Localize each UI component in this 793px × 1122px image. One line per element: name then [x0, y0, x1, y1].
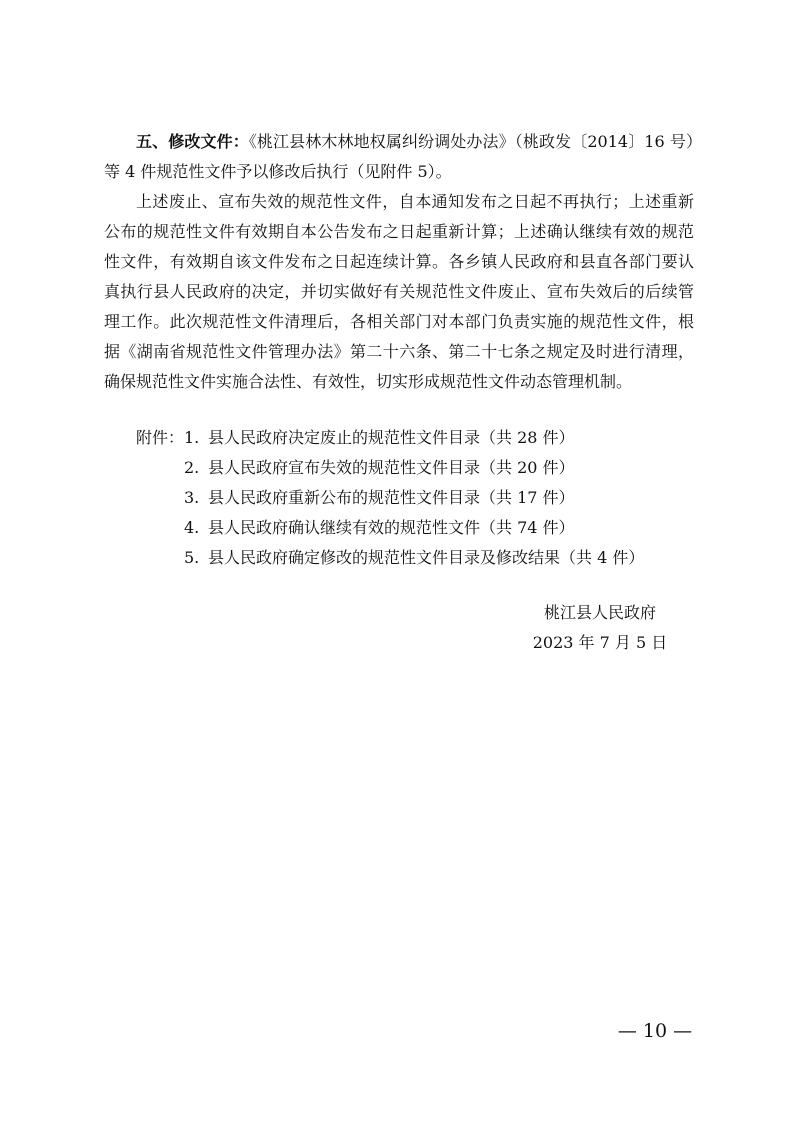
issuer-name: 桃江县人民政府: [543, 603, 656, 622]
attachment-title: 县人民政府确认继续有效的规范性文件（共 74 件）: [208, 518, 575, 537]
attachment-title: 县人民政府确定修改的规范性文件目录及修改结果（共 4 件）: [208, 548, 645, 567]
attachment-number: 2.: [184, 458, 200, 477]
attachments-list: [136, 423, 676, 573]
attachment-number: 4.: [184, 518, 200, 537]
closing-paragraph: 上述废止、宣布失效的规范性文件，自本通知发布之日起不再执行；上述重新公布的规范性文件有效期自本公告发布之日起重新计算；上述确认继续有效的规范性文件，有效期自该文件发布之日起连续计算。各乡镇人民政府和县直各部门要认真执行县人民政府的决定，并切实做好有关规范性文件废止、宣布失效后的后续管理工作。此次规范性文件清理后，各相关部门对本部门负责实施的规范性文件，根据《湖南省规范性文件管理办法》第二十六条、第二十七条之规定及时进行清理，确保规范性文件实施合法性、有效性，切实形成规范性文件动态管理机制。: [104, 192, 694, 391]
attachment-item: [136, 453, 676, 483]
attachment-number: 1.: [184, 428, 200, 447]
attachments-label: 附件：: [136, 428, 185, 447]
section-5-text: 《桃江县林木林地权属纠纷调处办法》（桃政发〔2014〕16 号）等 4 件规范性文件予以修改后执行（见附件 5）。: [104, 132, 694, 181]
attachment-title: 县人民政府决定废止的规范性文件目录（共 28 件）: [208, 428, 575, 447]
attachment-title: 县人民政府重新公布的规范性文件目录（共 17 件）: [208, 488, 575, 507]
attachment-number: 3.: [184, 488, 200, 507]
attachment-item: [136, 423, 676, 453]
attachment-item: [136, 543, 676, 573]
signature-block: [500, 598, 700, 658]
page-number: — 10 —: [617, 1020, 693, 1042]
attachment-number: 5.: [184, 548, 200, 567]
attachment-item: [136, 513, 676, 543]
attachment-item: [136, 483, 676, 513]
document-body: [104, 127, 694, 397]
issue-date: 2023 年 7 月 5 日: [532, 633, 668, 652]
section-5-paragraph: [104, 127, 694, 187]
attachment-title: 县人民政府宣布失效的规范性文件目录（共 20 件）: [208, 458, 575, 477]
section-5-heading: 五、修改文件：: [136, 132, 249, 151]
